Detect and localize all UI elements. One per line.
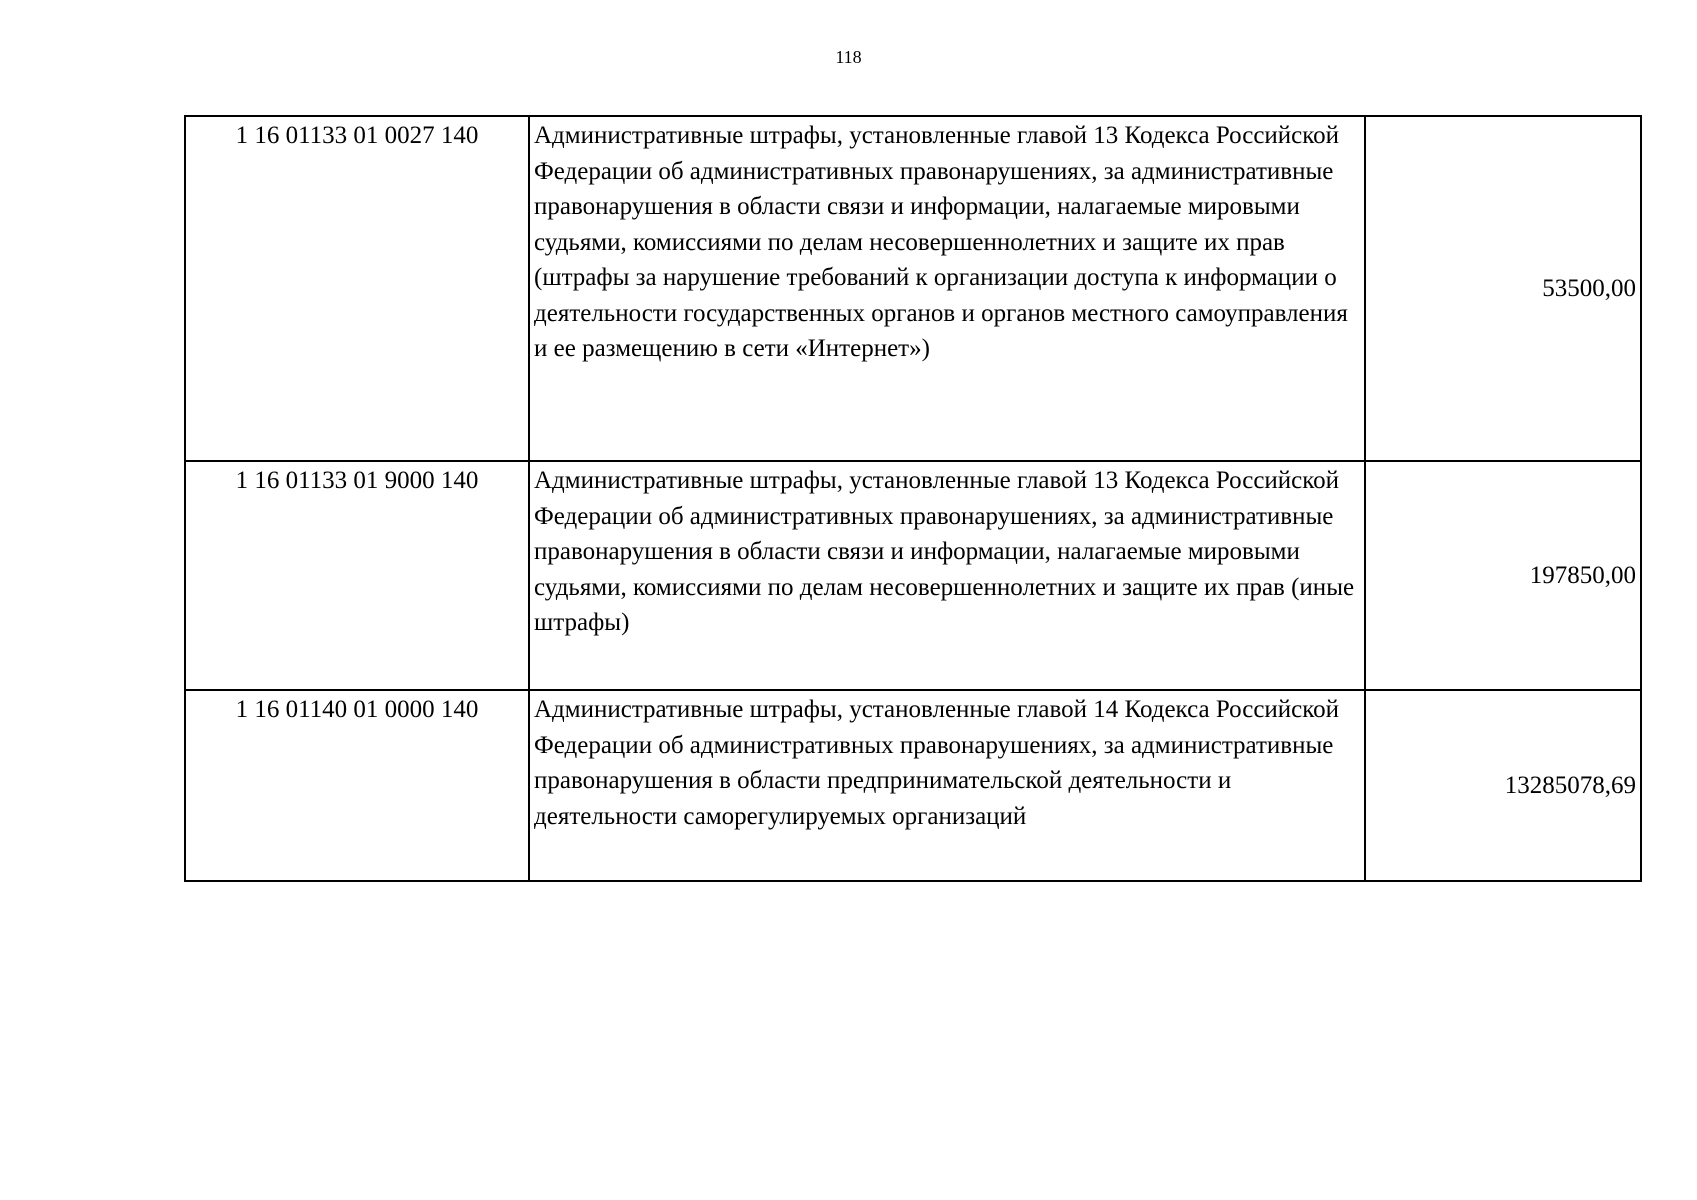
budget-revenue-table [184,115,1642,882]
revenue-amount-cell: 13285078,69 [1365,690,1641,881]
page-number: 118 [835,47,862,67]
revenue-code-cell: 1 16 01133 01 9000 140 [185,461,529,690]
revenue-description-cell: Административные штрафы, установленные главой 13 Кодекса Российской Федерации об административных правонарушениях, за административные правонарушения в области связи и информации, налагаемые мировыми судьями, комиссиями по делам несовершеннолетних и защите их прав (иные штрафы) [529,461,1365,690]
table-row [185,116,1641,461]
revenue-code-cell: 1 16 01140 01 0000 140 [185,690,529,881]
table-row [185,461,1641,690]
table-row [185,690,1641,881]
revenue-code-cell: 1 16 01133 01 0027 140 [185,116,529,461]
revenue-description-cell: Административные штрафы, установленные главой 13 Кодекса Российской Федерации об административных правонарушениях, за административные правонарушения в области связи и информации, налагаемые мировыми судьями, комиссиями по делам несовершеннолетних и защите их прав (штрафы за нарушение требований к организации доступа к информации о деятельности государственных органов и органов местного самоуправления и ее размещению в сети «Интернет») [529,116,1365,461]
revenue-description-cell: Административные штрафы, установленные главой 14 Кодекса Российской Федерации об административных правонарушениях, за административные правонарушения в области предпринимательской деятельности и деятельности саморегулируемых организаций [529,690,1365,881]
revenue-amount-cell: 53500,00 [1365,116,1641,461]
revenue-amount-cell: 197850,00 [1365,461,1641,690]
